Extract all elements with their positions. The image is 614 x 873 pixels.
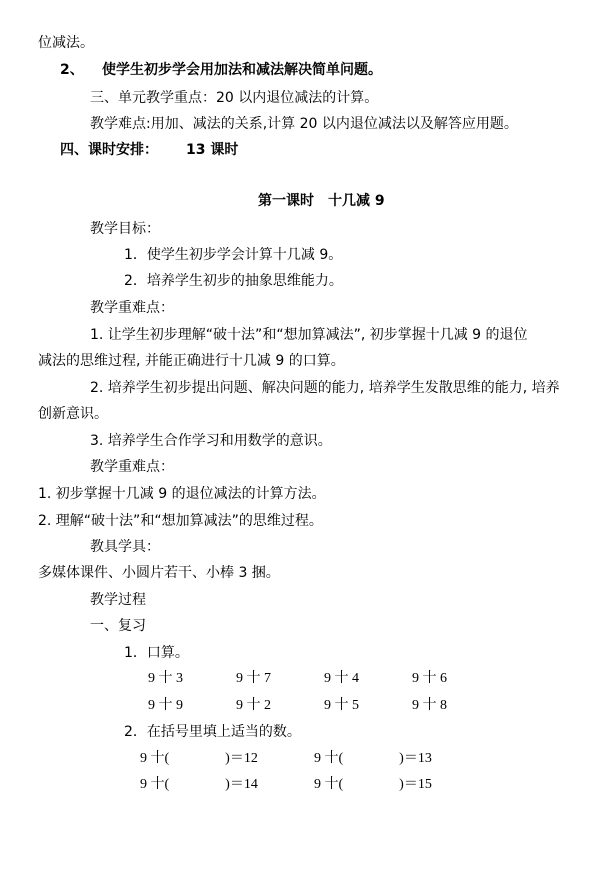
key-point-2-2: 2. 理解“破十法”和“想加算减法”的思维过程。	[38, 513, 323, 529]
key-point-3: 3. 培养学生合作学习和用数学的意识。	[90, 433, 332, 449]
unit-difficulty: 教学难点:用加、减法的关系,计算 20 以内退位减法以及解答应用题。	[90, 116, 518, 132]
lesson-title: 第一课时 十几减 9	[258, 193, 385, 209]
objective-2-number: 2、	[60, 62, 84, 78]
key-point-2-line-2: 创新意识。	[38, 406, 108, 422]
oral-item: 9 十 6	[412, 671, 447, 686]
oral-calc-heading: 1．口算。	[124, 645, 189, 661]
key-point-1-line-2: 减法的思维过程, 并能正确进行十几减 9 的口算。	[38, 353, 345, 369]
key-point-1-line-1: 1. 让学生初步理解“破十法”和“想加算减法”, 初步掌握十几减 9 的退位	[90, 327, 528, 343]
tools-heading: 教具学具：	[90, 539, 160, 555]
goal-1: 1．使学生初步学会计算十几减 9。	[124, 247, 343, 263]
objective-2-text: 使学生初步学会用加法和减法解决简单问题。	[102, 62, 382, 78]
fill-blank-item: 9 十( )＝15	[314, 777, 432, 792]
key-points-heading: 教学重难点：	[90, 300, 174, 316]
goals-heading: 教学目标：	[90, 221, 160, 237]
oral-item: 9 十 5	[324, 698, 359, 713]
fill-blank-item: 9 十( )＝12	[140, 751, 258, 766]
key-points-heading-2: 教学重难点：	[90, 459, 174, 475]
continuation-text: 位减法。	[38, 35, 94, 51]
tools-list: 多媒体课件、小圆片若干、小棒 3 捆。	[38, 565, 280, 581]
oral-item: 9 十 2	[236, 698, 271, 713]
schedule-value: 13 课时	[186, 142, 239, 158]
fill-blank-heading: 2．在括号里填上适当的数。	[124, 724, 301, 740]
unit-key-point: 三、单元教学重点：20 以内退位减法的计算。	[90, 90, 379, 106]
process-heading: 教学过程	[90, 592, 146, 608]
review-heading: 一、复习	[90, 618, 146, 634]
oral-item: 9 十 4	[324, 671, 359, 686]
oral-item: 9 十 3	[148, 671, 183, 686]
fill-blank-item: 9 十( )＝13	[314, 751, 432, 766]
schedule-label: 四、课时安排：	[60, 142, 158, 158]
oral-item: 9 十 7	[236, 671, 271, 686]
goal-2: 2．培养学生初步的抽象思维能力。	[124, 273, 343, 289]
key-point-2-1: 1. 初步掌握十几减 9 的退位减法的计算方法。	[38, 486, 326, 502]
oral-item: 9 十 8	[412, 698, 447, 713]
oral-item: 9 十 9	[148, 698, 183, 713]
fill-blank-item: 9 十( )＝14	[140, 777, 258, 792]
key-point-2-line-1: 2. 培养学生初步提出问题、解决问题的能力, 培养学生发散思维的能力, 培养	[90, 380, 560, 396]
